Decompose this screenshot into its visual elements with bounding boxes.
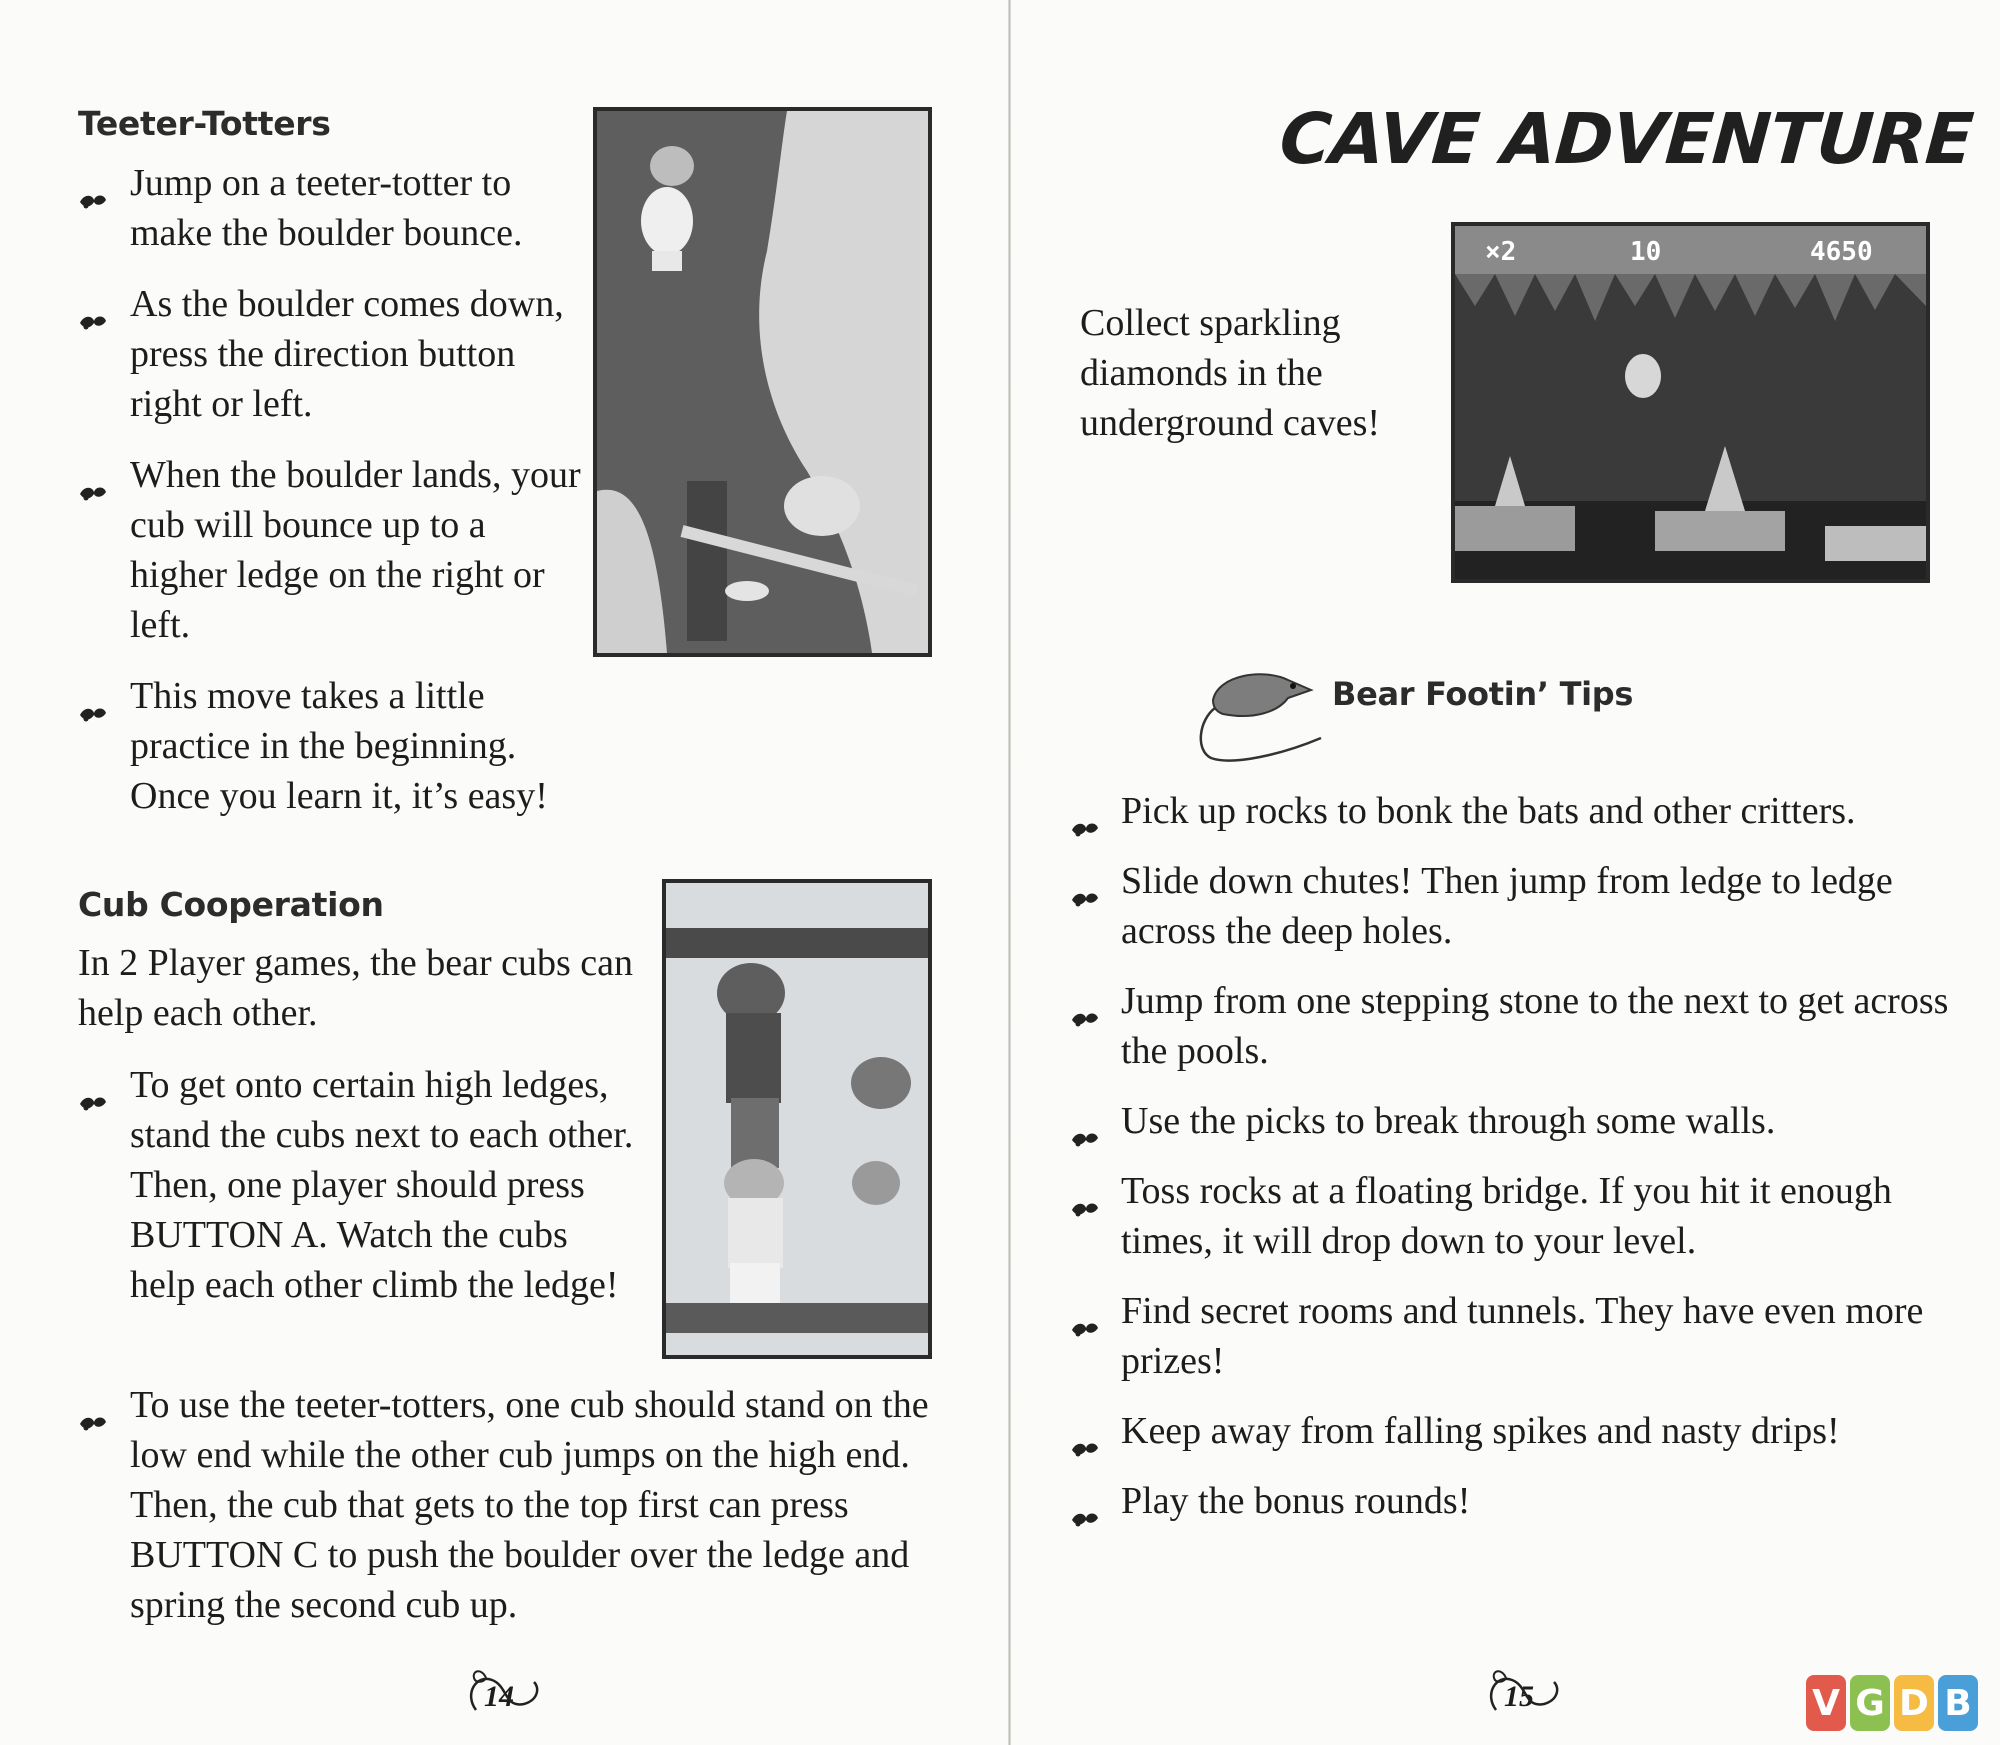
cub-cooperation-heading: Cub Cooperation bbox=[78, 885, 384, 924]
leaf-bullet-icon bbox=[78, 173, 108, 193]
list-item-text: Jump on a teeter-totter to make the boulder bounce. bbox=[130, 162, 523, 254]
vgdb-letter: B bbox=[1938, 1675, 1978, 1731]
list-item bbox=[1070, 856, 1990, 956]
leaf-bullet-icon bbox=[78, 1395, 108, 1415]
teeter-totter-screenshot bbox=[593, 107, 932, 657]
hud-lives-count: ×2 bbox=[1485, 237, 1517, 267]
list-item-text: Use the picks to break through some walls. bbox=[1121, 1100, 1776, 1142]
list-item-text: As the boulder comes down, press the direction button right or left. bbox=[130, 283, 564, 425]
leaf-bullet-icon bbox=[1070, 1111, 1100, 1131]
list-item-text: Slide down chutes! Then jump from ledge to ledge across the deep holes. bbox=[1121, 860, 1893, 952]
page-number-14 bbox=[484, 1680, 514, 1714]
list-item bbox=[78, 450, 588, 650]
leaf-bullet-icon bbox=[78, 1075, 108, 1095]
list-item-text: When the boulder lands, your cub will bounce up to a higher ledge on the right or left. bbox=[130, 454, 581, 646]
hud-score: 4650 bbox=[1810, 237, 1873, 267]
list-item bbox=[1070, 1096, 1990, 1146]
page-15 bbox=[1010, 0, 2000, 1745]
list-item-text: This move takes a little practice in the beginning. Once you learn it, it’s easy! bbox=[130, 675, 548, 817]
cave-adventure-screenshot bbox=[1451, 222, 1930, 583]
list-item bbox=[1070, 1286, 1990, 1386]
teeter-totters-heading: Teeter-Totters bbox=[78, 104, 331, 143]
rat-icon bbox=[1193, 650, 1323, 770]
leaf-bullet-icon bbox=[1070, 1491, 1100, 1511]
page-number-14-label: 14 bbox=[484, 1680, 514, 1713]
page-number-15 bbox=[1504, 1680, 1534, 1714]
bear-footin-tips-list bbox=[1070, 786, 1990, 1546]
teeter-totters-list bbox=[78, 158, 588, 842]
leaf-bullet-icon bbox=[78, 294, 108, 314]
vgdb-letter: G bbox=[1850, 1675, 1890, 1731]
leaf-bullet-icon bbox=[1070, 991, 1100, 1011]
leaf-bullet-icon bbox=[78, 686, 108, 706]
list-item-text: To use the teeter-totters, one cub should stand on the low end while the other cub jumps on the high end. Then, the cub that gets to the top first can press BUTTON C to push the boulder over the ledge and spring the second cub up. bbox=[130, 1384, 929, 1626]
cave-intro-text: Collect sparkling diamonds in the underground caves! bbox=[1080, 302, 1381, 444]
vgdb-letter: V bbox=[1806, 1675, 1846, 1731]
leaf-bullet-icon bbox=[1070, 1301, 1100, 1321]
cub-cooperation-list-wide bbox=[78, 1380, 958, 1651]
list-item bbox=[78, 1060, 638, 1310]
cub-cooperation-list bbox=[78, 1060, 638, 1331]
leaf-bullet-icon bbox=[1070, 871, 1100, 891]
list-item-text: Play the bonus rounds! bbox=[1121, 1480, 1471, 1522]
list-item bbox=[1070, 976, 1990, 1076]
list-item-text: Keep away from falling spikes and nasty drips! bbox=[1121, 1410, 1840, 1452]
cave-scene bbox=[1455, 226, 1926, 579]
list-item-text: Toss rocks at a floating bridge. If you hit it enough times, it will drop down to your level. bbox=[1121, 1170, 1892, 1262]
cub-cooperation-scene bbox=[666, 883, 928, 1355]
vine-ornament-icon bbox=[464, 1664, 544, 1720]
leaf-bullet-icon bbox=[1070, 801, 1100, 821]
list-item bbox=[1070, 786, 1990, 836]
list-item bbox=[1070, 1406, 1990, 1456]
cub-cooperation-intro: In 2 Player games, the bear cubs can help each other. bbox=[78, 942, 634, 1034]
list-item bbox=[78, 1380, 958, 1630]
page-number-15-label: 15 bbox=[1504, 1680, 1534, 1713]
vgdb-watermark-logo bbox=[1806, 1675, 1978, 1731]
bear-footin-tips-heading: Bear Footin’ Tips bbox=[1332, 675, 1634, 713]
list-item bbox=[78, 279, 588, 429]
hud-diamond-count: 10 bbox=[1630, 237, 1662, 267]
cub-cooperation-screenshot bbox=[662, 879, 932, 1359]
list-item-text: Jump from one stepping stone to the next to get across the pools. bbox=[1121, 980, 1949, 1072]
leaf-bullet-icon bbox=[1070, 1421, 1100, 1441]
cave-adventure-title: CAVE ADVENTURE bbox=[1277, 98, 1976, 180]
list-item-text: Pick up rocks to bonk the bats and other critters. bbox=[1121, 790, 1856, 832]
leaf-bullet-icon bbox=[1070, 1181, 1100, 1201]
list-item-text: Find secret rooms and tunnels. They have even more prizes! bbox=[1121, 1290, 1924, 1382]
list-item-text: To get onto certain high ledges, stand the cubs next to each other. Then, one player should press BUTTON A. Watch the cubs help each other climb the ledge! bbox=[130, 1064, 634, 1306]
list-item bbox=[78, 158, 588, 258]
vgdb-letter: D bbox=[1894, 1675, 1934, 1731]
teeter-totter-scene bbox=[597, 111, 928, 653]
list-item bbox=[78, 671, 588, 821]
vine-ornament-icon bbox=[1484, 1664, 1564, 1720]
list-item bbox=[1070, 1476, 1990, 1526]
leaf-bullet-icon bbox=[78, 465, 108, 485]
list-item bbox=[1070, 1166, 1990, 1266]
